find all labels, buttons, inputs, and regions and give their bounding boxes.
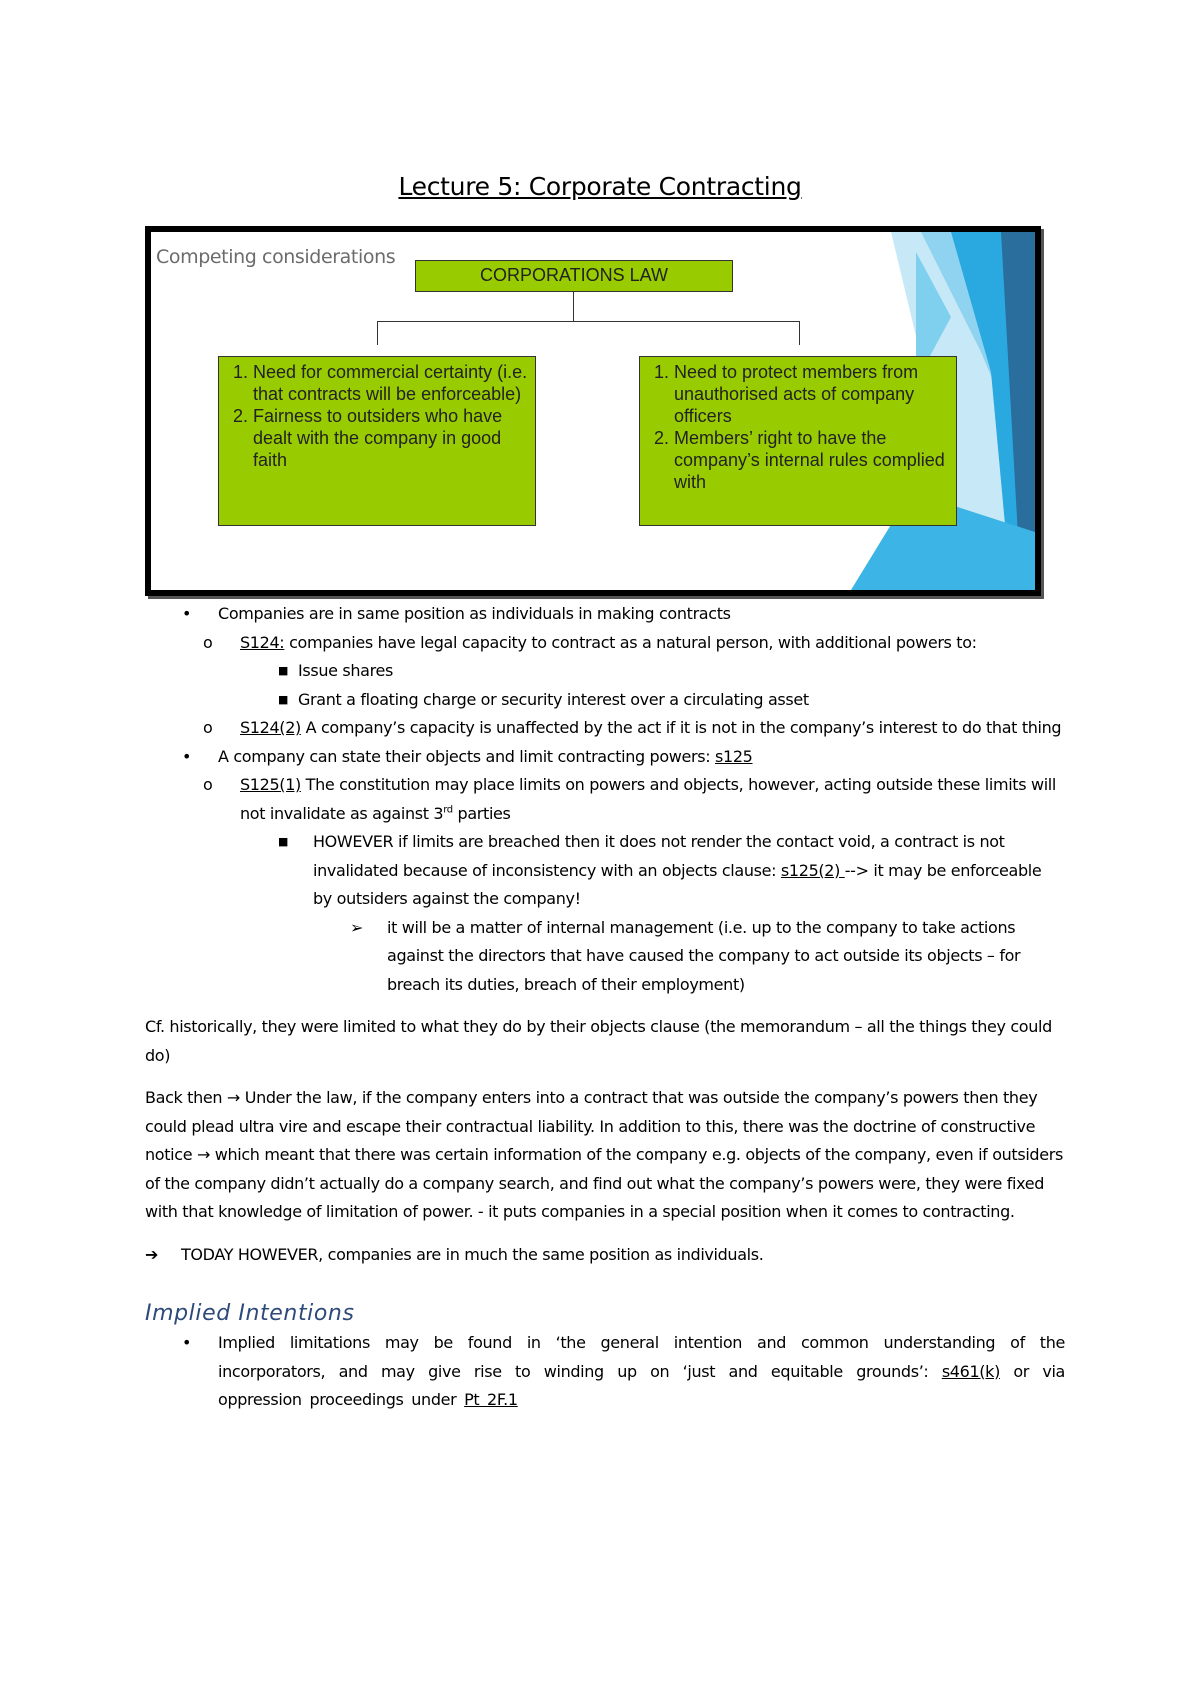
bullet-1-1-1-text: Issue shares <box>298 661 393 680</box>
section-heading: Implied Intentions <box>145 1301 355 1326</box>
bullet-1-1-2-text: Grant a floating charge or security interest over a circulating asset <box>298 689 809 709</box>
right-arrow-icon: → <box>226 1088 240 1107</box>
bullet-square-icon: ■ <box>278 664 289 677</box>
ref-pt2f1: Pt 2F.1 <box>464 1390 518 1409</box>
slide-image <box>145 226 1041 596</box>
ref-s125-1: S125(1) <box>240 775 301 794</box>
left-considerations-box <box>218 356 536 526</box>
ordinal-sup: rd <box>443 804 453 816</box>
left-item-1: 1. Need for commercial certainty (i.e. that contracts will be enforceable) <box>253 361 535 405</box>
bullet-1-2-text: A company’s capacity is unaffected by the act if it is not in the company’s interest to do that thing <box>300 718 1062 737</box>
bullet-2-1-1-1-text: it will be a matter of internal management (i.e. up to the company to take actions against the directors that have caused the company to act outside its objects – for breach its duties, breach of their employment) <box>387 917 1021 994</box>
bullet-2-1-text: The constitution may place limits on powers and objects, however, acting outside these limits will not invalidate as against 3 <box>240 775 1056 823</box>
implied-text-b: or via oppression proceedings under <box>218 1361 1065 1409</box>
arrow-bullet-icon: ➢ <box>350 917 364 937</box>
bold-arrow-icon: ➔ <box>145 1244 159 1264</box>
bullet-2-1-1-text: HOWEVER if limits are breached then it does not render the contact void, a contract is not invalidated because of inconsistency with an objects clause: <box>313 832 1005 880</box>
slide-label: Competing considerations <box>156 246 396 268</box>
connector-left-drop <box>377 321 378 345</box>
connector-right-drop <box>799 321 800 345</box>
ref-s125-2: s125(2) <box>780 860 845 880</box>
bullet-2-1-text-end: parties <box>452 803 511 823</box>
para-today <box>145 1241 1065 1270</box>
left-item-2: 2. Fairness to outsiders who have dealt with the company in good faith <box>253 405 535 471</box>
bullet-1-1-1 <box>145 657 1065 686</box>
bullet-2-1-1-1 <box>145 914 1065 1000</box>
bullet-2-1-1 <box>145 828 1065 914</box>
bullet-dot-icon: • <box>182 1333 192 1352</box>
corporations-law-box: CORPORATIONS LAW <box>415 260 733 292</box>
right-item-1: 1. Need to protect members from unauthorised acts of company officers <box>674 361 956 427</box>
bullet-2-text: A company can state their objects and limit contracting powers: <box>218 746 716 766</box>
connector-vertical <box>573 291 574 321</box>
para-back-then-b: Under the law, if the company enters into a contract that was outside the company’s powers then they could plead ultra vire and escape their contractual liability. In addition to this, there was the doctrine of constructive notice <box>145 1088 1038 1164</box>
bullet-1 <box>145 600 1065 629</box>
document-body <box>145 600 1065 1415</box>
ref-s124-2: S124(2) <box>240 718 301 737</box>
connector-horizontal <box>377 321 800 322</box>
implied-bullet <box>145 1329 1065 1415</box>
bullet-1-2 <box>145 714 1065 743</box>
ref-s125: s125 <box>715 746 753 766</box>
para-back-then-a: Back then <box>145 1088 227 1107</box>
ref-s124: S124: <box>240 632 285 652</box>
bullet-1-1 <box>145 629 1065 658</box>
bullet-dot-icon: • <box>182 604 192 623</box>
para-historically: Cf. historically, they were limited to what they do by their objects clause (the memorandum – all the things they could do) <box>145 1017 1052 1065</box>
para-today-text: TODAY HOWEVER, companies are in much the same position as individuals. <box>181 1244 764 1264</box>
bullet-circle-icon: o <box>203 632 213 652</box>
bullet-square-icon: ■ <box>278 692 289 706</box>
right-item-2: 2. Members’ right to have the company’s internal rules complied with <box>674 427 956 493</box>
bullet-2-1-1-text-end: --> it may be enforceable by outsiders against the company! <box>313 860 1042 908</box>
bullet-circle-icon: o <box>203 775 213 794</box>
bullet-1-1-2 <box>145 686 1065 715</box>
bullet-2-1 <box>145 771 1065 828</box>
right-considerations-box <box>639 356 957 526</box>
bullet-1-text: Companies are in same position as individuals in making contracts <box>218 604 731 623</box>
bullet-square-icon: ■ <box>278 835 289 848</box>
bullet-1-1-text: companies have legal capacity to contract as a natural person, with additional powers to: <box>284 632 977 652</box>
bullet-2 <box>145 743 1065 772</box>
right-arrow-icon: → <box>196 1145 210 1164</box>
para-back-then <box>145 1084 1065 1227</box>
bullet-circle-icon: o <box>203 718 213 737</box>
implied-text: Implied limitations may be found in ‘the general intention and common understanding of the incorporators, and may give rise to winding up on ‘just and equitable grounds’: <box>218 1333 1065 1381</box>
bullet-dot-icon: • <box>182 746 192 766</box>
para-back-then-c: which meant that there was certain information of the company e.g. objects of the company, even if outsiders of the company didn’t actually do a company search, and find out what the company’s powers were, they were fixed with that knowledge of limitation of power. - it puts companies in a special position when it comes to contracting. <box>145 1145 1063 1221</box>
ref-s461k: s461(k) <box>941 1361 1000 1381</box>
page-title: Lecture 5: Corporate Contracting <box>398 172 802 201</box>
